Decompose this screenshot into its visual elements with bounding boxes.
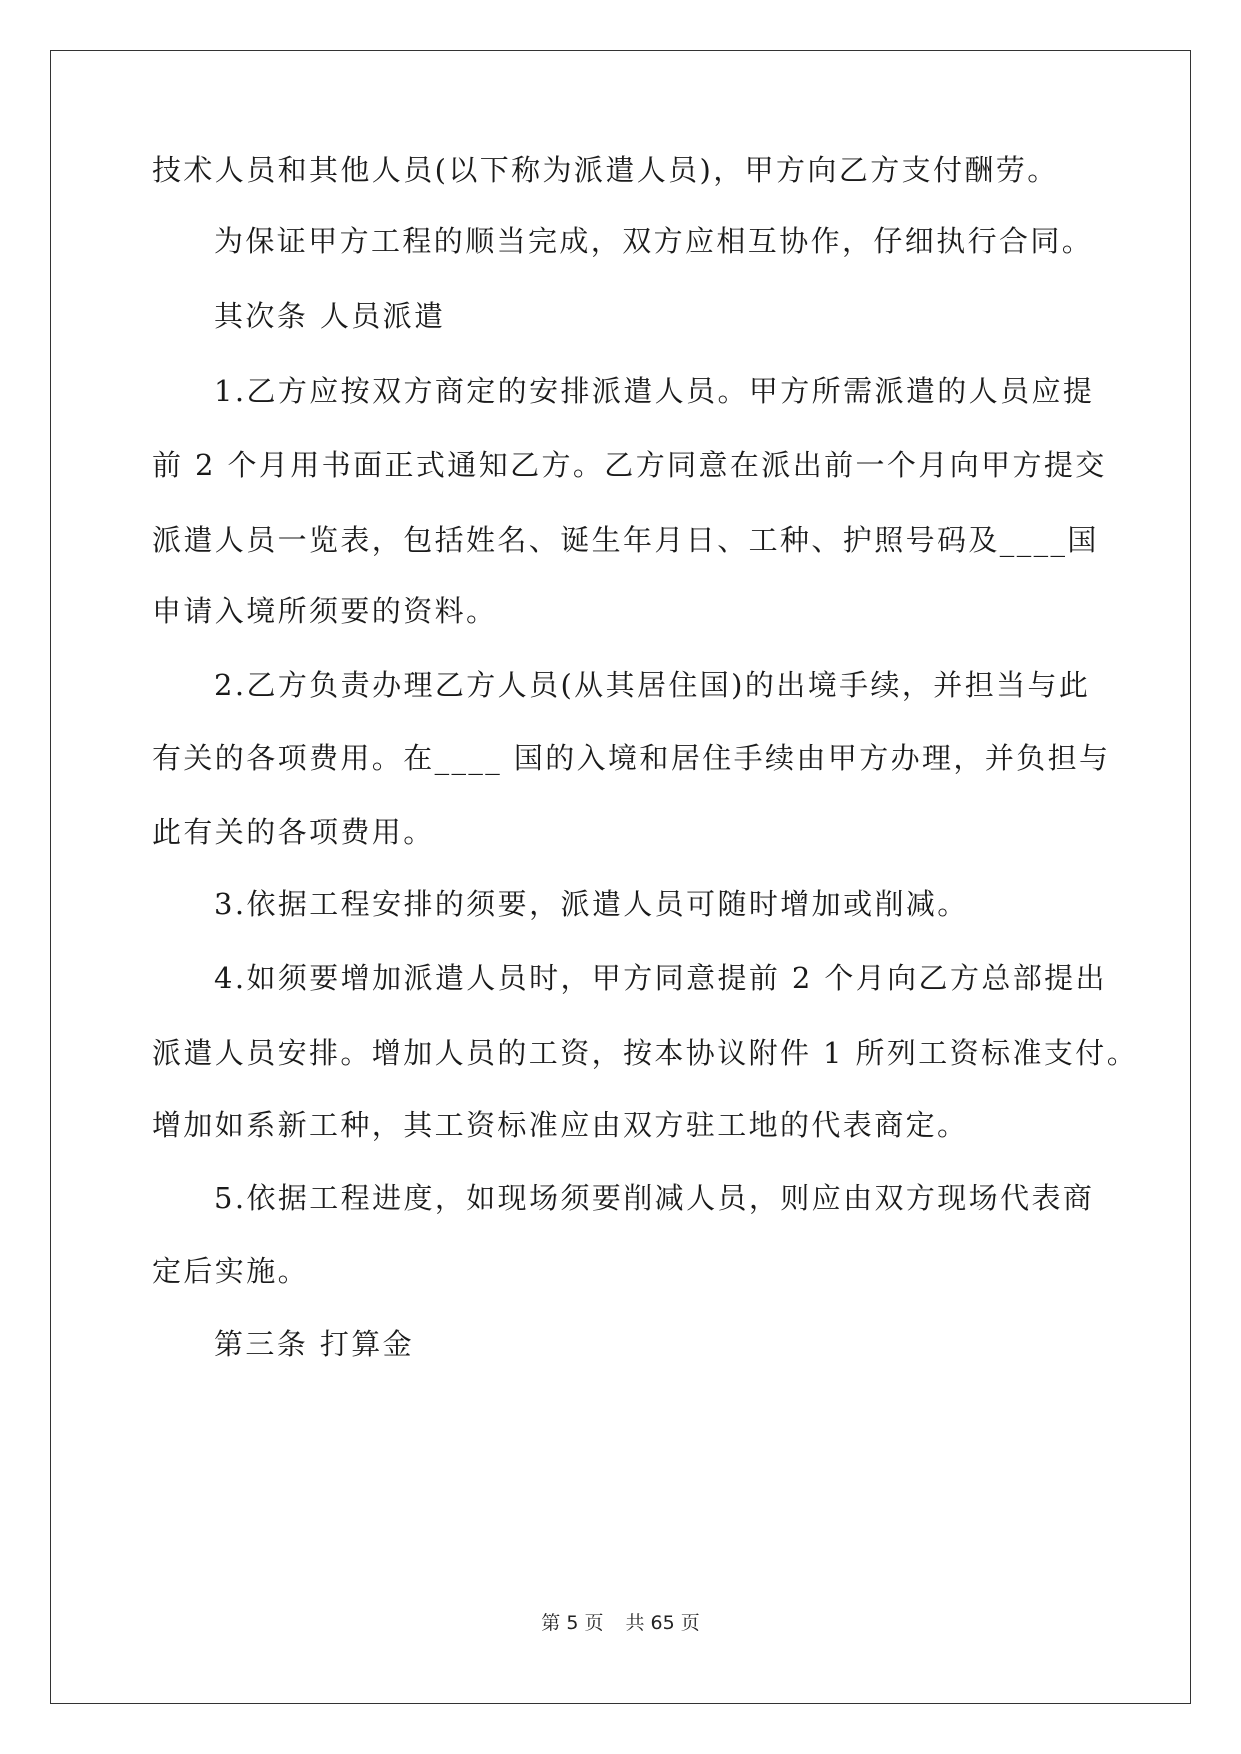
paragraph-line: 前 2 个月用书面正式通知乙方。乙方同意在派出前一个月向甲方提交 (152, 448, 1107, 482)
paragraph-line: 申请入境所须要的资料。 (152, 594, 498, 628)
paragraph-line: 派遣人员一览表，包括姓名、诞生年月日、工种、护照号码及____国 (152, 523, 1099, 557)
paragraph-line: 4.如须要增加派遣人员时，甲方同意提前 2 个月向乙方总部提出 (214, 961, 1107, 995)
section-heading: 第三条 打算金 (214, 1327, 415, 1361)
page-footer (0, 1608, 1241, 1635)
paragraph-line: 3.依据工程安排的须要，派遣人员可随时增加或削减。 (214, 887, 969, 921)
paragraph-line: 2.乙方负责办理乙方人员(从其居住国)的出境手续，并担当与此 (214, 668, 1091, 702)
paragraph-line: 派遣人员安排。增加人员的工资，按本协议附件 1 所列工资标准支付。 (152, 1036, 1139, 1070)
paragraph-line: 5.依据工程进度，如现场须要削减人员，则应由双方现场代表商 (214, 1181, 1095, 1215)
page-number: 第 5 页 (541, 1612, 604, 1634)
paragraph-line: 有关的各项费用。在____ 国的入境和居住手续由甲方办理，并负担与 (152, 741, 1111, 775)
paragraph-line: 技术人员和其他人员(以下称为派遣人员)，甲方向乙方支付酬劳。 (152, 153, 1059, 187)
section-heading: 其次条 人员派遣 (214, 299, 446, 333)
paragraph-line: 增加如系新工种，其工资标准应由双方驻工地的代表商定。 (152, 1108, 969, 1142)
page-total: 共 65 页 (625, 1612, 700, 1634)
paragraph-line: 为保证甲方工程的顺当完成，双方应相互协作，仔细执行合同。 (214, 224, 1094, 258)
paragraph-line: 1.乙方应按双方商定的安排派遣人员。甲方所需派遣的人员应提 (214, 374, 1095, 408)
paragraph-line: 此有关的各项费用。 (152, 815, 435, 849)
paragraph-line: 定后实施。 (152, 1254, 310, 1288)
